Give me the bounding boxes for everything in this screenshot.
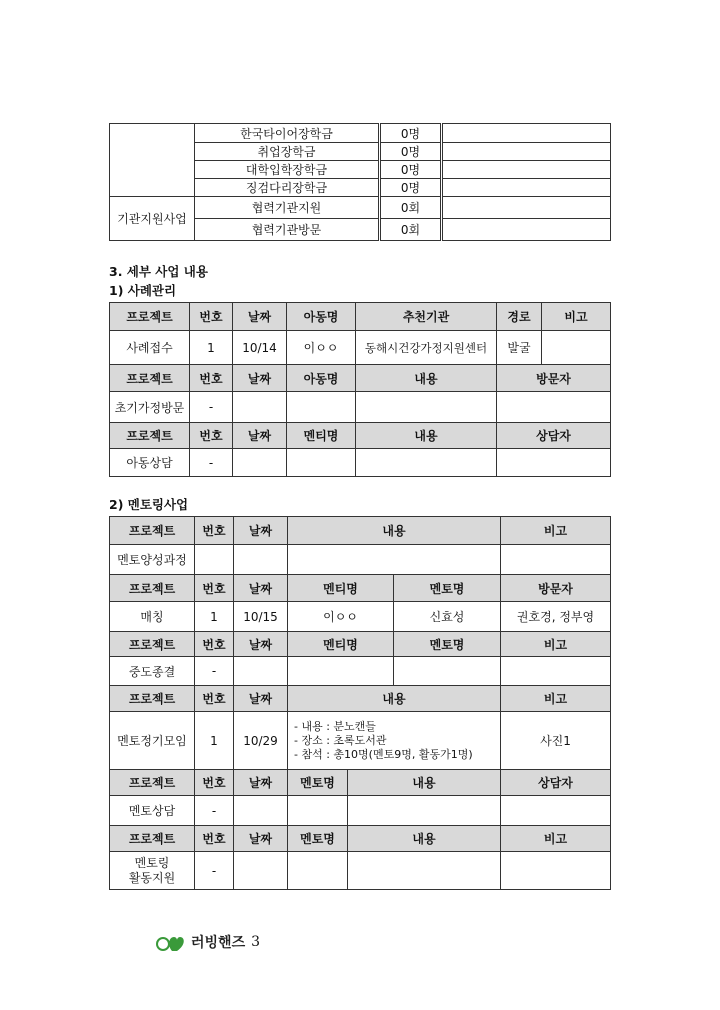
header-child-name: 아동명 — [287, 365, 356, 392]
header-project: 프로젝트 — [110, 517, 195, 545]
cell-project: 아동상담 — [110, 449, 190, 477]
cell-number: 1 — [190, 331, 233, 365]
cell-mentor-name — [288, 852, 348, 890]
cell-visitor: 권호경, 정부영 — [501, 602, 611, 632]
cell-mentee-name: 이ㅇㅇ — [288, 602, 394, 632]
cell-content — [356, 392, 497, 423]
header-project: 프로젝트 — [110, 826, 195, 852]
header-project: 프로젝트 — [110, 686, 195, 712]
header-project: 프로젝트 — [110, 365, 190, 392]
header-project: 프로젝트 — [110, 575, 195, 602]
header-number: 번호 — [190, 303, 233, 331]
project-line: 멘토링 — [134, 855, 170, 870]
cell-mentor-name — [288, 796, 348, 826]
item-name: 협력기관방문 — [195, 219, 380, 241]
item-count: 0명 — [380, 143, 442, 161]
cell-counselor — [501, 796, 611, 826]
cell-counselor — [497, 449, 611, 477]
header-number: 번호 — [190, 365, 233, 392]
header-number: 번호 — [195, 770, 234, 796]
cell-number: 1 — [195, 712, 234, 770]
cell-content — [288, 712, 501, 770]
cell-child-name: 이ㅇㅇ — [287, 331, 356, 365]
cell-route: 발굴 — [497, 331, 542, 365]
item-count: 0명 — [380, 161, 442, 179]
header-date: 날짜 — [233, 423, 287, 449]
header-content: 내용 — [348, 770, 501, 796]
header-number: 번호 — [190, 423, 233, 449]
item-name: 협력기관지원 — [195, 197, 380, 219]
header-referral: 추천기관 — [356, 303, 497, 331]
header-content: 내용 — [288, 517, 501, 545]
cell-date: 10/14 — [233, 331, 287, 365]
header-mentor-name: 멘토명 — [288, 770, 348, 796]
header-date: 날짜 — [234, 517, 288, 545]
content-line: - 내용 : 분노캔들 — [294, 719, 376, 733]
cell-date — [234, 657, 288, 686]
header-date: 날짜 — [233, 303, 287, 331]
cell-note — [501, 852, 611, 890]
mentoring-title: 2) 멘토링사업 — [109, 497, 189, 512]
header-number: 번호 — [195, 686, 234, 712]
cell-project: 멘토정기모임 — [110, 712, 195, 770]
header-number: 번호 — [195, 632, 234, 657]
item-note — [442, 124, 611, 143]
item-name: 대학입학장학금 — [195, 161, 380, 179]
project-line: 활동지원 — [128, 870, 176, 885]
header-project: 프로젝트 — [110, 423, 190, 449]
cell-note — [501, 657, 611, 686]
header-project: 프로젝트 — [110, 303, 190, 331]
header-number: 번호 — [195, 517, 234, 545]
item-note — [442, 179, 611, 197]
header-number: 번호 — [195, 575, 234, 602]
header-content: 내용 — [356, 365, 497, 392]
page-number: 3 — [251, 934, 261, 950]
cell-date — [234, 545, 288, 575]
cell-mentee-name — [287, 449, 356, 477]
item-count: 0명 — [380, 179, 442, 197]
item-count: 0회 — [380, 219, 442, 241]
cell-project: 중도종결 — [110, 657, 195, 686]
scholarship-table — [109, 123, 611, 241]
cell-content — [348, 796, 501, 826]
content-line: - 참석 : 총10명(멘토9명, 활동가1명) — [294, 747, 473, 761]
item-note — [442, 161, 611, 179]
cell-visitor — [497, 392, 611, 423]
cell-date — [234, 796, 288, 826]
header-mentor-name: 멘토명 — [394, 632, 501, 657]
header-mentee-name: 멘티명 — [287, 423, 356, 449]
cell-date — [233, 449, 287, 477]
cell-date — [233, 392, 287, 423]
item-name: 한국타이어장학금 — [195, 124, 380, 143]
cell-content — [288, 545, 501, 575]
item-name: 취업장학금 — [195, 143, 380, 161]
header-project: 프로젝트 — [110, 632, 195, 657]
cell-note — [542, 331, 611, 365]
header-number: 번호 — [195, 826, 234, 852]
header-note: 비고 — [501, 517, 611, 545]
cell-number: 1 — [195, 602, 234, 632]
cell-number: - — [190, 449, 233, 477]
item-note — [442, 219, 611, 241]
cell-date: 10/29 — [234, 712, 288, 770]
header-visitor: 방문자 — [497, 365, 611, 392]
cell-number — [195, 545, 234, 575]
cell-date — [234, 852, 288, 890]
section3-title: 3. 세부 사업 내용 — [109, 264, 208, 279]
header-note: 비고 — [501, 826, 611, 852]
cell-date: 10/15 — [234, 602, 288, 632]
item-note — [442, 143, 611, 161]
mentoring-table — [109, 516, 611, 890]
header-route: 경로 — [497, 303, 542, 331]
header-date: 날짜 — [234, 632, 288, 657]
group-label: 기관지원사업 — [110, 197, 195, 241]
cell-project: 멘토상담 — [110, 796, 195, 826]
item-note — [442, 197, 611, 219]
header-child-name: 아동명 — [287, 303, 356, 331]
item-name: 징검다리장학금 — [195, 179, 380, 197]
header-date: 날짜 — [233, 365, 287, 392]
group-cell-empty — [110, 124, 195, 197]
header-counselor: 상담자 — [501, 770, 611, 796]
cell-number: - — [195, 796, 234, 826]
cell-number: - — [195, 657, 234, 686]
content-line: - 장소 : 초록도서관 — [294, 733, 387, 747]
case-management-table — [109, 302, 611, 477]
header-mentee-name: 멘티명 — [288, 575, 394, 602]
header-date: 날짜 — [234, 686, 288, 712]
cell-mentor-name — [394, 657, 501, 686]
header-date: 날짜 — [234, 770, 288, 796]
header-date: 날짜 — [234, 826, 288, 852]
cell-content — [356, 449, 497, 477]
cell-content — [348, 852, 501, 890]
cell-mentor-name: 신효성 — [394, 602, 501, 632]
header-mentee-name: 멘티명 — [288, 632, 394, 657]
header-counselor: 상담자 — [497, 423, 611, 449]
header-content: 내용 — [288, 686, 501, 712]
cell-note: 사진1 — [501, 712, 611, 770]
cell-project: 멘토양성과정 — [110, 545, 195, 575]
header-date: 날짜 — [234, 575, 288, 602]
cell-note — [501, 545, 611, 575]
item-count: 0명 — [380, 124, 442, 143]
header-note: 비고 — [501, 686, 611, 712]
header-visitor: 방문자 — [501, 575, 611, 602]
cell-referral: 동해시건강가정지원센터 — [356, 331, 497, 365]
header-mentor-name: 멘토명 — [394, 575, 501, 602]
cell-project: 초기가정방문 — [110, 392, 190, 423]
cell-number: - — [190, 392, 233, 423]
header-project: 프로젝트 — [110, 770, 195, 796]
case-management-title: 1) 사례관리 — [109, 283, 177, 298]
cell-mentee-name — [288, 657, 394, 686]
header-content: 내용 — [348, 826, 501, 852]
header-mentor-name: 멘토명 — [288, 826, 348, 852]
header-note: 비고 — [501, 632, 611, 657]
brand-name: 러빙핸즈 — [191, 935, 246, 951]
header-content: 내용 — [356, 423, 497, 449]
cell-number: - — [195, 852, 234, 890]
hands-logo-icon — [155, 931, 187, 953]
footer — [155, 931, 260, 953]
cell-project — [110, 852, 195, 890]
cell-project: 매칭 — [110, 602, 195, 632]
cell-child-name — [287, 392, 356, 423]
cell-project: 사례접수 — [110, 331, 190, 365]
item-count: 0회 — [380, 197, 442, 219]
header-note: 비고 — [542, 303, 611, 331]
